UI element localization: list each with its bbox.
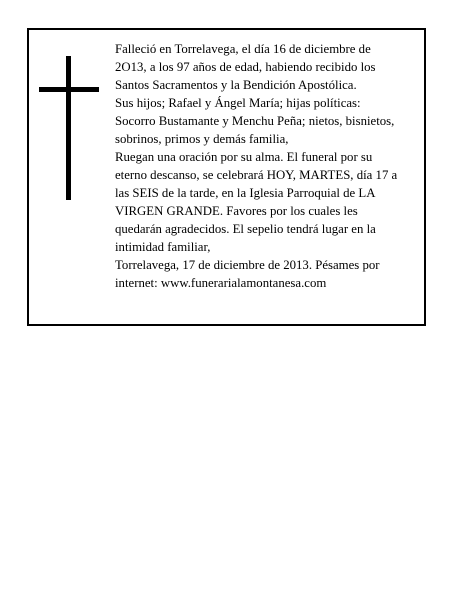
obituary-line: Torrelavega, 17 de diciembre de 2013. Pésames por xyxy=(115,258,380,272)
cross-vertical-bar xyxy=(66,56,71,200)
obituary-line: las SEIS de la tarde, en la Iglesia Parroquial de LA xyxy=(115,186,376,200)
obituary-line: Sus hijos; Rafael y Ángel María; hijas políticas: xyxy=(115,96,361,110)
obituary-line: intimidad familiar, xyxy=(115,240,211,254)
obituary-line: eterno descanso, se celebrará HOY, MARTES, día 17 a xyxy=(115,168,398,182)
obituary-line: sobrinos, primos y demás familia, xyxy=(115,132,289,146)
cross-icon xyxy=(39,56,99,200)
obituary-notice xyxy=(27,28,426,326)
obituary-line: internet: www.funerarialamontanesa.com xyxy=(115,276,327,290)
obituary-line: VIRGEN GRANDE. Favores por los cuales les xyxy=(115,204,358,218)
obituary-line: quedarán agradecidos. El sepelio tendrá lugar en la xyxy=(115,222,376,236)
obituary-line: 2O13, a los 97 años de edad, habiendo recibido los xyxy=(115,60,376,74)
obituary-line: Falleció en Torrelavega, el día 16 de diciembre de xyxy=(115,42,371,56)
obituary-line: Socorro Bustamante y Menchu Peña; nietos, bisnietos, xyxy=(115,114,395,128)
cross-horizontal-bar xyxy=(39,87,99,92)
obituary-text xyxy=(115,40,420,292)
obituary-line: Santos Sacramentos y la Bendición Apostólica. xyxy=(115,78,357,92)
obituary-line: Ruegan una oración por su alma. El funeral por su xyxy=(115,150,373,164)
